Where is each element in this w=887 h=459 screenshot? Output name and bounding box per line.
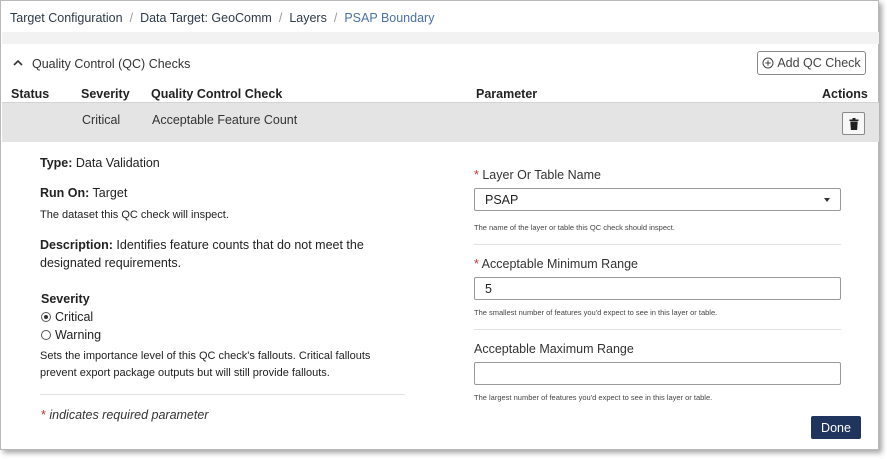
max-range-input[interactable] — [474, 362, 841, 385]
layer-select[interactable] — [474, 188, 841, 211]
radio-warning[interactable] — [41, 330, 51, 340]
min-range-label — [474, 257, 638, 271]
severity-heading — [41, 292, 90, 306]
breadcrumb-layers[interactable]: Layers — [289, 11, 327, 25]
min-range-help: The smallest number of features you'd expect to see in this layer or table. — [474, 308, 718, 317]
breadcrumb-current: PSAP Boundary — [344, 11, 435, 25]
run-on-value: Target — [92, 186, 128, 200]
add-qc-check-button[interactable] — [757, 51, 866, 75]
severity-option-warning-label: Warning — [55, 328, 102, 342]
trash-icon — [849, 118, 859, 130]
column-header-severity: Severity — [81, 87, 130, 101]
severity-option-critical[interactable] — [41, 310, 93, 324]
column-header-actions: Actions — [822, 87, 868, 101]
breadcrumb-separator: / — [129, 11, 134, 25]
caret-down-icon — [824, 198, 830, 202]
layer-name-label-text: Layer Or Table Name — [482, 168, 601, 182]
required-star: * — [474, 257, 479, 271]
radio-critical[interactable] — [41, 312, 51, 322]
max-range-label — [474, 342, 634, 356]
column-header-parameter: Parameter — [476, 87, 538, 101]
min-range-input[interactable] — [474, 277, 841, 300]
severity-help-1: Sets the importance level of this QC check's fallouts. Critical fallouts — [40, 350, 371, 362]
layer-help: The name of the layer or table this QC check should inspect. — [474, 223, 675, 232]
required-note-text: indicates required parameter — [49, 408, 209, 422]
plus-circle-icon — [762, 57, 774, 69]
row-severity: Critical — [82, 113, 121, 127]
divider — [474, 329, 841, 330]
delete-check-button[interactable] — [842, 112, 865, 135]
severity-label: Severity — [41, 292, 90, 306]
severity-help-2: prevent export package outputs but will still provide fallouts. — [40, 367, 330, 379]
add-qc-check-label: Add QC Check — [777, 56, 861, 70]
severity-option-critical-label: Critical — [55, 310, 94, 324]
layer-select-value: PSAP — [485, 192, 519, 207]
breadcrumb — [10, 10, 434, 26]
type-label: Type: — [40, 156, 73, 170]
section-title[interactable]: Quality Control (QC) Checks — [32, 57, 191, 71]
required-note — [41, 408, 208, 422]
divider — [40, 394, 405, 395]
breadcrumb-target-configuration[interactable]: Target Configuration — [10, 11, 123, 25]
description-text-1: Identifies feature counts that do not meet the — [116, 238, 364, 252]
divider — [474, 244, 841, 245]
row-check-name: Acceptable Feature Count — [152, 113, 298, 127]
column-header-check: Quality Control Check — [151, 87, 283, 101]
breadcrumb-data-target[interactable]: Data Target: GeoComm — [140, 11, 272, 25]
description-line-1 — [40, 238, 364, 252]
severity-option-warning[interactable] — [41, 328, 101, 342]
type-value: Data Validation — [75, 156, 160, 170]
max-range-help: The largest number of features you'd expect to see in this layer or table. — [474, 393, 713, 402]
required-star: * — [474, 168, 479, 182]
description-label: Description: — [40, 238, 113, 252]
table-row[interactable] — [2, 102, 879, 142]
breadcrumb-separator: / — [333, 11, 338, 25]
run-on-help: The dataset this QC check will inspect. — [40, 209, 229, 221]
min-range-label-text: Acceptable Minimum Range — [481, 257, 638, 271]
done-button[interactable]: Done — [811, 416, 861, 439]
run-on-line — [40, 186, 127, 200]
description-text-2: designated requirements. — [40, 256, 182, 270]
type-line — [40, 156, 160, 170]
qc-section-header — [2, 44, 879, 84]
run-on-label: Run On: — [40, 186, 90, 200]
required-star: * — [41, 408, 46, 422]
layer-name-label — [474, 168, 601, 182]
chevron-up-icon[interactable] — [12, 57, 24, 69]
breadcrumb-separator: / — [278, 11, 283, 25]
max-range-label-text: Acceptable Maximum Range — [474, 342, 634, 356]
header-band — [2, 32, 879, 44]
column-header-status: Status — [11, 87, 50, 101]
